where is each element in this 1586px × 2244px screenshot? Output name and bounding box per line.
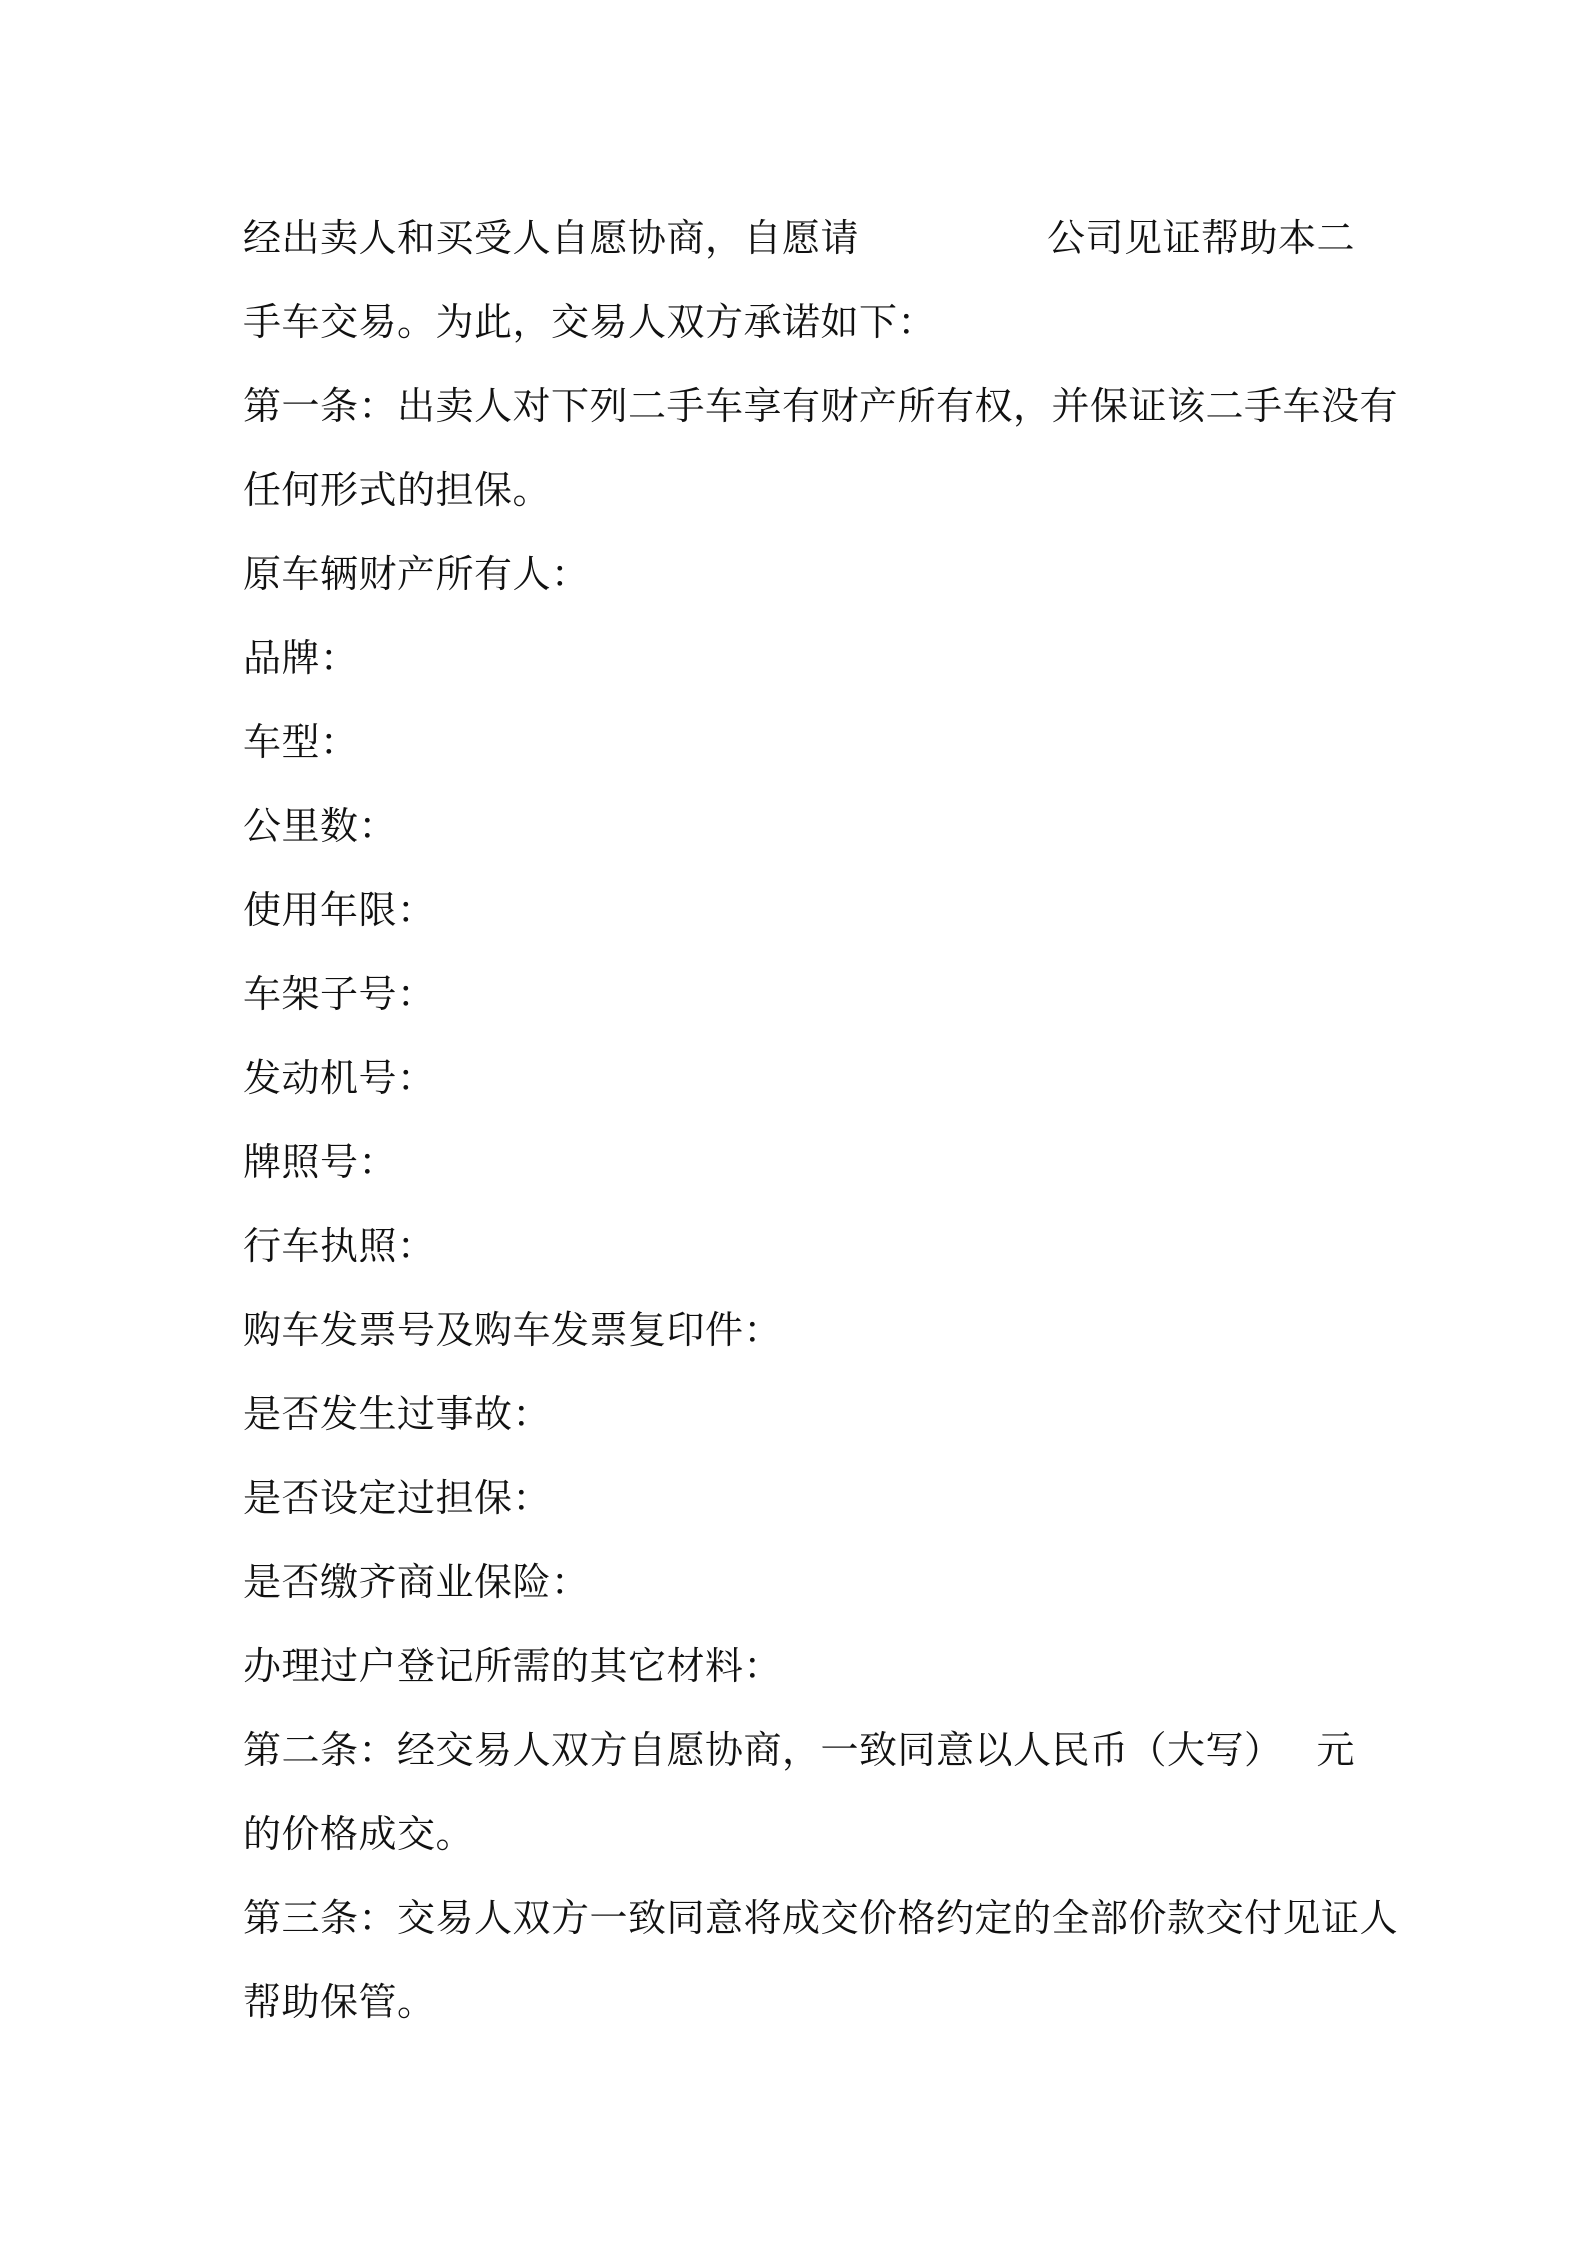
field-years-used: 使用年限：: [243, 888, 436, 932]
article-3-line-1: 第三条：交易人双方一致同意将成交价格约定的全部价款交付见证人: [243, 1896, 1399, 1940]
article-2-line-2: 的价格成交。: [243, 1812, 475, 1856]
field-frame-number: 车架子号：: [243, 972, 436, 1016]
field-purchase-invoice: 购车发票号及购车发票复印件：: [243, 1308, 783, 1352]
field-engine-number: 发动机号：: [243, 1056, 436, 1100]
article-1-line-1: 第一条：出卖人对下列二手车享有财产所有权，并保证该二手车没有: [243, 384, 1399, 428]
field-driving-license: 行车执照：: [243, 1224, 436, 1268]
field-original-owner: 原车辆财产所有人：: [243, 552, 590, 596]
intro-line-1-left: 经出卖人和买受人自愿协商，自愿请: [243, 216, 860, 260]
field-plate-number: 牌照号：: [243, 1140, 398, 1184]
intro-line-1: [243, 196, 1355, 280]
article-2-line-1-left: 第二条：经交易人双方自愿协商，一致同意以人民币（大写）: [243, 1728, 1283, 1772]
article-3-line-2: 帮助保管。: [243, 1980, 436, 2024]
field-transfer-materials: 办理过户登记所需的其它材料：: [243, 1644, 783, 1688]
intro-line-2: 手车交易。为此，交易人双方承诺如下：: [243, 300, 937, 344]
article-2-line-1-right: 元: [1316, 1728, 1355, 1772]
field-model: 车型：: [243, 720, 359, 764]
article-1-line-2: 任何形式的担保。: [243, 468, 552, 512]
field-accident-history: 是否发生过事故：: [243, 1392, 552, 1436]
field-guarantee-set: 是否设定过担保：: [243, 1476, 552, 1520]
field-insurance-paid: 是否缴齐商业保险：: [243, 1560, 590, 1604]
field-brand: 品牌：: [243, 636, 359, 680]
intro-line-1-right: 公司见证帮助本二: [1046, 216, 1355, 260]
article-2-line-1: [243, 1708, 1355, 1792]
document-body: [243, 196, 1399, 2044]
field-mileage: 公里数：: [243, 804, 398, 848]
